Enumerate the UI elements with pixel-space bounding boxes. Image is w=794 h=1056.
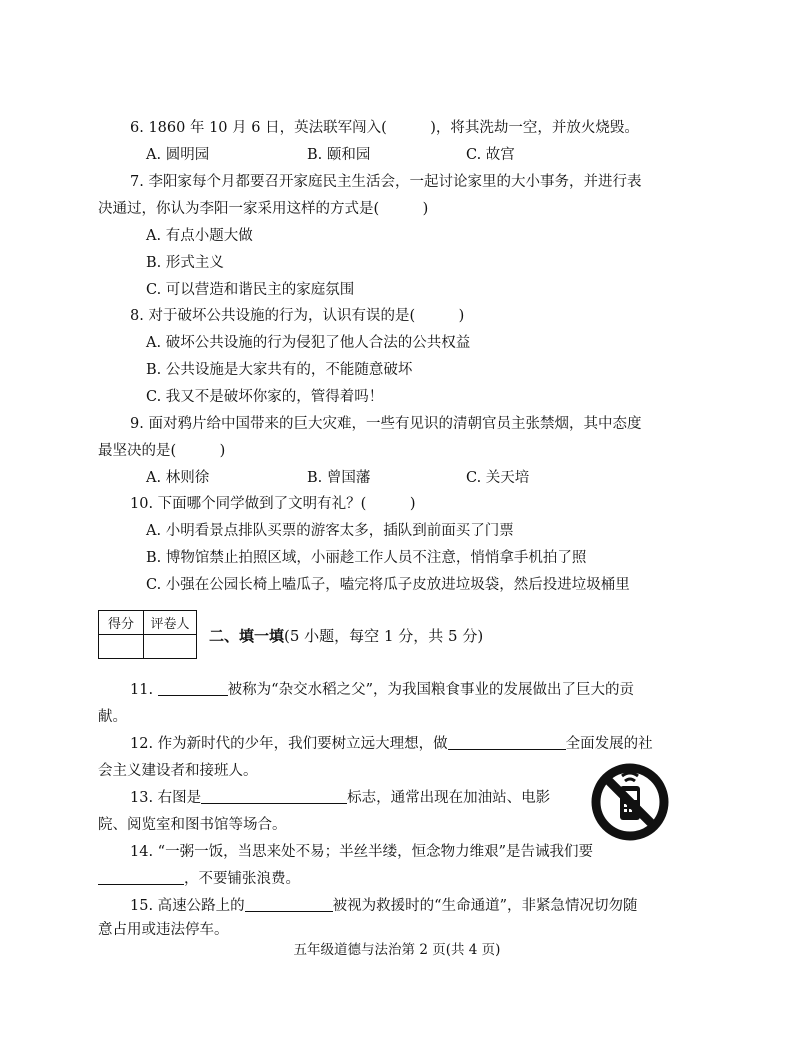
no-phone-sign-icon xyxy=(590,762,670,842)
question-9-option-b: B. 曾国藩 xyxy=(307,470,371,486)
question-12-text-post: 全面发展的社 xyxy=(565,736,653,752)
question-10-option-b: B. 博物馆禁止拍照区域，小丽趁工作人员不注意，悄悄拿手机拍了照 xyxy=(146,550,587,566)
question-9-option-a: A. 林则徐 xyxy=(146,470,210,486)
section-2-title: 二、填一填 xyxy=(209,627,285,645)
grader-label: 评卷人 xyxy=(144,611,197,635)
question-10-stem: 10. 下面哪个同学做到了文明有礼？( ) xyxy=(130,496,416,512)
question-7-option-a: A. 有点小题大做 xyxy=(146,228,253,244)
question-10-option-a: A. 小明看景点排队买票的游客太多，插队到前面买了门票 xyxy=(146,523,514,539)
question-15-line2: 意占用或违法停车。 xyxy=(98,922,229,938)
question-8-option-c: C. 我又不是破坏你家的，管得着吗！ xyxy=(146,389,384,405)
question-11-number: 11. xyxy=(130,682,158,698)
question-13-line2: 院、阅览室和图书馆等场合。 xyxy=(98,817,287,833)
question-15-text-pre: 15. 高速公路上的 xyxy=(130,898,245,914)
question-14-text-post: ，不要铺张浪费。 xyxy=(184,871,300,887)
question-11-blank[interactable] xyxy=(158,681,228,696)
question-12-text-pre: 12. 作为新时代的少年，我们要树立远大理想，做 xyxy=(130,736,448,752)
question-8-stem: 8. 对于破坏公共设施的行为，认识有误的是( ) xyxy=(130,308,465,324)
question-13-line1 xyxy=(130,788,550,808)
question-11-line1 xyxy=(130,680,634,700)
question-8-option-a: A. 破坏公共设施的行为侵犯了他人合法的公共权益 xyxy=(146,335,471,351)
question-10-option-c: C. 小强在公园长椅上嗑瓜子，嗑完将瓜子皮放进垃圾袋，然后投进垃圾桶里 xyxy=(146,577,630,593)
question-12-line2: 会主义建设者和接班人。 xyxy=(98,763,258,779)
question-13-text-pre: 13. 右图是 xyxy=(130,790,202,806)
question-11-line2: 献。 xyxy=(98,709,127,725)
section-2-note: (5 小题，每空 1 分，共 5 分) xyxy=(284,627,484,645)
question-15-blank[interactable] xyxy=(245,897,333,912)
page-footer: 五年级道德与法治第 2 页(共 4 页) xyxy=(293,942,501,958)
question-13-text-post: 标志，通常出现在加油站、电影 xyxy=(347,790,551,806)
question-9-stem-line2: 最坚决的是( ) xyxy=(98,443,226,459)
question-7-stem-line2: 决通过，你认为李阳一家采用这样的方式是( ) xyxy=(98,201,429,217)
question-6-option-c: C. 故宫 xyxy=(466,147,515,163)
score-label: 得分 xyxy=(99,611,144,635)
question-6-option-b: B. 颐和园 xyxy=(307,147,371,163)
question-8-option-b: B. 公共设施是大家共有的，不能随意破坏 xyxy=(146,362,413,378)
question-6-option-a: A. 圆明园 xyxy=(146,147,210,163)
grader-cell[interactable] xyxy=(144,635,197,659)
question-14-line1: 14. “一粥一饭，当思来处不易；半丝半缕，恒念物力维艰”是告诫我们要 xyxy=(130,844,593,860)
question-7-option-c: C. 可以营造和谐民主的家庭氛围 xyxy=(146,282,355,298)
score-box xyxy=(98,610,197,659)
question-7-option-b: B. 形式主义 xyxy=(146,255,224,271)
question-9-stem-line1: 9. 面对鸦片给中国带来的巨大灾难，一些有见识的清朝官员主张禁烟，其中态度 xyxy=(130,416,642,432)
question-12-blank[interactable] xyxy=(448,735,566,750)
question-15-text-post: 被视为救援时的“生命通道”，非紧急情况切勿随 xyxy=(332,898,638,914)
question-12-line1 xyxy=(130,734,653,754)
question-6-stem: 6. 1860 年 10 月 6 日，英法联军闯入( )，将其洗劫一空，并放火烧毁。 xyxy=(130,120,639,136)
section-2-heading xyxy=(209,625,483,646)
question-7-stem-line1: 7. 李阳家每个月都要召开家庭民主生活会，一起讨论家里的大小事务，并进行表 xyxy=(130,174,642,190)
question-14-line2 xyxy=(98,869,300,889)
question-11-text: 被称为“杂交水稻之父”，为我国粮食事业的发展做出了巨大的贡 xyxy=(227,682,634,698)
question-9-option-c: C. 关天培 xyxy=(466,470,530,486)
question-13-blank[interactable] xyxy=(201,789,347,804)
score-cell[interactable] xyxy=(99,635,144,659)
question-15-line1 xyxy=(130,896,638,916)
question-14-blank[interactable] xyxy=(98,870,184,885)
